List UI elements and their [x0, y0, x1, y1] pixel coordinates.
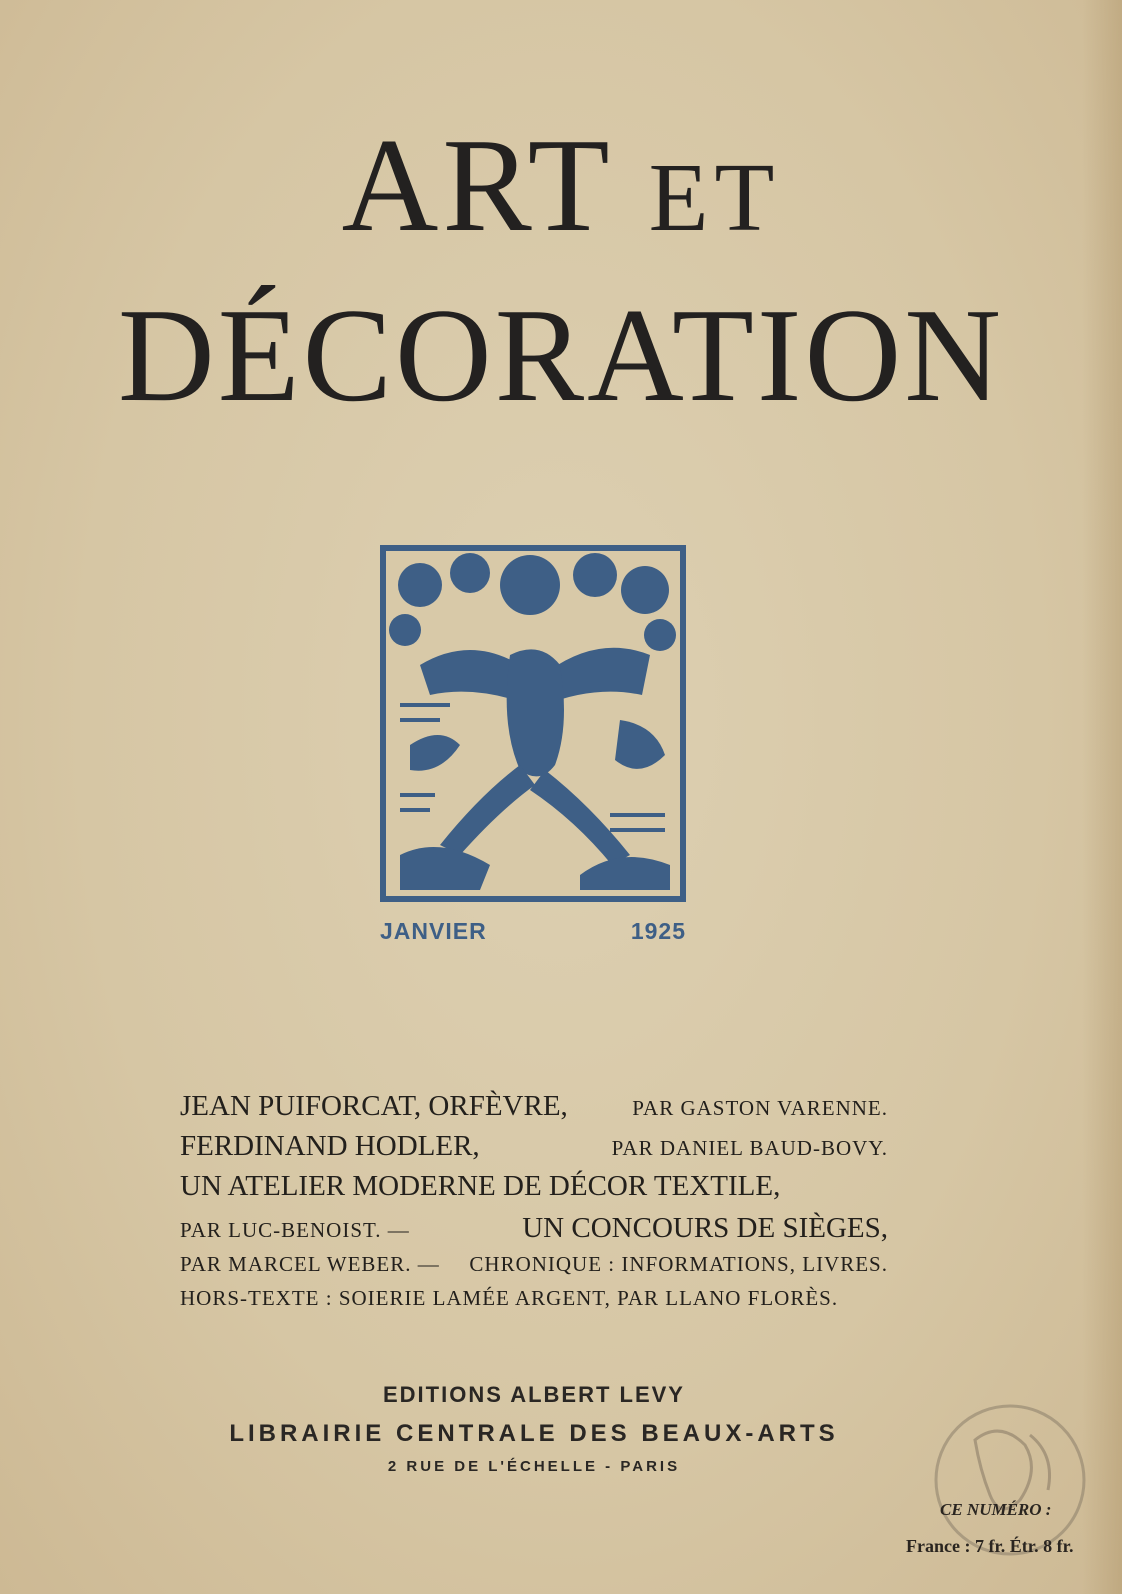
contents-line: [180, 1212, 888, 1252]
article-title: JEAN PUIFORCAT, ORFÈVRE,: [180, 1090, 568, 1122]
contents-line: [180, 1286, 888, 1320]
publisher-address: 2 RUE DE L'ÉCHELLE - PARIS: [387, 1458, 681, 1475]
masthead-et: ET: [648, 144, 781, 252]
table-of-contents: [180, 1090, 888, 1320]
publisher-name: EDITIONS ALBERT LEVY: [383, 1382, 685, 1407]
chronicle-listing: CHRONIQUE : INFORMATIONS, LIVRES.: [469, 1252, 888, 1276]
issue-year: 1925: [630, 918, 686, 944]
woodcut-illustration: [380, 545, 686, 902]
masthead-line-1: [0, 111, 1122, 265]
article-title: FERDINAND HODLER,: [180, 1130, 480, 1162]
price-line: France : 7 fr. Étr. 8 fr.: [906, 1536, 1074, 1556]
plate-listing: HORS-TEXTE : SOIERIE LAMÉE ARGENT, PAR LLANO FLORÈS.: [180, 1286, 839, 1310]
contents-line: [180, 1090, 888, 1130]
contents-line: [180, 1130, 888, 1170]
publisher-block: [180, 1382, 888, 1475]
contents-line: [180, 1252, 888, 1286]
article-author: PAR MARCEL WEBER. —: [180, 1252, 440, 1276]
article-title: UN CONCOURS DE SIÈGES,: [522, 1212, 888, 1244]
bookshop-name: LIBRAIRIE CENTRALE DES BEAUX-ARTS: [229, 1420, 839, 1447]
price-label: CE NUMÉRO :: [940, 1500, 1052, 1519]
issue-month: JANVIER: [380, 918, 487, 944]
article-title: UN ATELIER MODERNE DE DÉCOR TEXTILE,: [180, 1170, 781, 1202]
article-author: PAR GASTON VARENNE.: [632, 1096, 888, 1120]
article-author: PAR DANIEL BAUD-BOVY.: [611, 1136, 888, 1160]
article-author: PAR LUC-BENOIST. —: [180, 1218, 410, 1242]
issue-date: [380, 918, 686, 945]
masthead-art: ART: [341, 111, 612, 259]
masthead-line-2: DÉCORATION: [117, 281, 1005, 429]
contents-line: [180, 1170, 888, 1212]
